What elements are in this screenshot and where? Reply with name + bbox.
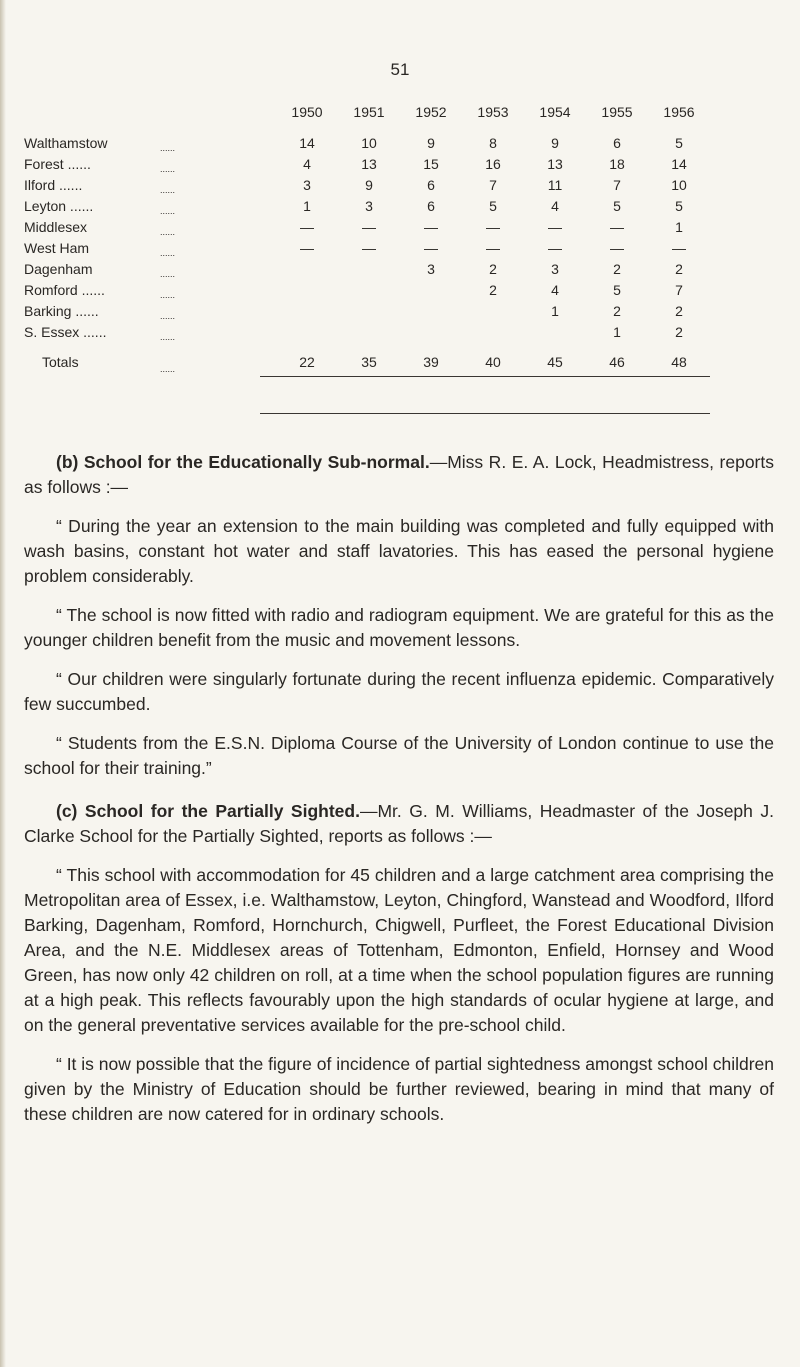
paragraph: “ The school is now fitted with radio and radiogram equipment. We are grateful for this as the younger children benefit from the music and movement lessons. [24,605,774,650]
leader-dots: ...... [160,206,176,216]
row-label: Barking ...... [24,302,99,319]
table-cell: 1 [551,302,559,319]
table-cell [524,321,586,342]
year-header: 1950 [291,104,323,120]
table-cell [338,321,400,342]
year-header: 1951 [353,104,385,120]
table-cell: — [424,218,438,235]
paragraph: “ Our children were singularly fortunate during the recent influenza epidemic. Comparatively few succumbed. [24,669,774,714]
leader-dots: ...... [160,143,176,153]
table-cell [276,279,338,300]
table-cell: 2 [489,281,497,298]
totals-cell: 35 [361,354,377,370]
table-cell: 4 [551,197,559,214]
table-cell [276,300,338,321]
table-cell: 4 [551,281,559,298]
scan-edge [0,0,6,1367]
totals-cell: 45 [547,354,563,370]
section-c-opening [24,799,774,849]
table-cell: — [610,218,624,235]
table-cell: 10 [361,134,377,151]
table-cell: — [300,218,314,235]
section-c-intro: —Mr. G. M. Williams, Headmaster of the Joseph J. Clarke School for the Partially Sighted, reports as follows :— [24,801,775,846]
table-cell: 3 [427,260,435,277]
table-cell [462,321,524,342]
page-number: 51 [390,60,410,79]
table-cell: 18 [609,155,625,172]
table-cell: 15 [423,155,439,172]
table-cell: 4 [303,155,311,172]
row-label: Walthamstow [24,134,108,151]
table-cell: — [362,218,376,235]
totals-cell: 40 [485,354,501,370]
table-cell: 6 [613,134,621,151]
table-cell: 2 [675,302,683,319]
table-cell: 1 [675,218,683,235]
table-row [24,237,710,258]
header-blank [24,104,160,132]
paragraph: “ It is now possible that the figure of incidence of partial sightedness amongst school children given by the Ministry of Education should be further reviewed, bearing in mind that many of these children are now catered for in ordinary schools. [24,1054,774,1124]
table-cell: 9 [365,176,373,193]
table-cell [338,258,400,279]
table-row [24,279,710,300]
table-cell: — [300,239,314,256]
table-cell: 14 [299,134,315,151]
year-header: 1956 [663,104,695,120]
row-label: S. Essex ...... [24,323,107,340]
totals-row [24,342,710,374]
paragraph: “ Students from the E.S.N. Diploma Course of the University of London continue to use the school for their training.” [24,733,774,778]
table-cell [462,300,524,321]
leader-dots: ...... [160,164,176,174]
row-label: Romford ...... [24,281,105,298]
year-header: 1955 [601,104,633,120]
totals-label: Totals [42,354,79,370]
table-cell [276,321,338,342]
table-cell: — [548,218,562,235]
table-cell: 5 [613,281,621,298]
table-row [24,174,710,195]
table-cell: 5 [675,134,683,151]
totals-cell: 48 [671,354,687,370]
section-c-heading: (c) School for the Partially Sighted. [56,801,360,821]
table-cell: 9 [551,134,559,151]
table-cell: — [610,239,624,256]
paragraph: “ This school with accommodation for 45 children and a large catchment area comprising the Metropolitan area of Essex, i.e. Walthamstow, Leyton, Chingford, Wanstead and Woodford, Ilford Barking, Dagenham, Romford, Hornchurch, Chigwell, Purfleet, the Forest Educational Division Area, and the N.E. Middlesex areas of Tottenham, Edmonton, Enfield, Hornsey and Wood Green, has now only 42 children on roll, at a time when the school population figures are running at a high peak. This reflects favourably upon the high standards of ocular hygiene at large, and on the general preventative services available for the pre-school child. [24,865,774,1035]
section-b-heading: (b) School for the Educationally Sub-normal. [56,452,430,472]
year-header: 1952 [415,104,447,120]
table-cell: 13 [547,155,563,172]
table-cell: 3 [365,197,373,214]
table-cell: — [362,239,376,256]
totals-top-rule [260,376,710,377]
table-cell [276,258,338,279]
section-b-intro: —Miss R. E. A. Lock, Headmistress, reports as follows :— [24,452,774,497]
table-cell: 11 [547,176,563,193]
leader-dots: ...... [160,311,176,321]
row-label: Forest ...... [24,155,91,172]
table-cell: 2 [613,302,621,319]
table-cell: 9 [427,134,435,151]
row-label: West Ham [24,239,90,256]
section-b-opening [24,450,774,500]
table-cell: — [486,239,500,256]
table-cell: 6 [427,176,435,193]
table-cell [400,321,462,342]
table-cell: 5 [613,197,621,214]
table-cell: 6 [427,197,435,214]
table-row [24,132,710,153]
table-cell: 10 [671,176,687,193]
table-cell [400,300,462,321]
header-blank [160,104,276,132]
paragraph: “ During the year an extension to the main building was completed and fully equipped with wash basins, constant hot water and staff lavatories. This has eased the personal hygiene problem considerably. [24,516,774,586]
leader-dots: ...... [160,332,176,342]
year-header: 1953 [477,104,509,120]
table-cell: 5 [675,197,683,214]
table-cell: 5 [489,197,497,214]
table-cell: 1 [303,197,311,214]
table-cell: — [486,218,500,235]
leader-dots: ...... [160,248,176,258]
table-cell [338,300,400,321]
table-cell: — [424,239,438,256]
section-b [24,450,774,1141]
table-cell: 13 [361,155,377,172]
leader-dots: ...... [160,269,176,279]
table-cell: 3 [303,176,311,193]
table-cell: 1 [613,323,621,340]
totals-cell: 22 [299,354,315,370]
year-header: 1954 [539,104,571,120]
table-cell: — [672,239,686,256]
table-cell: 2 [675,260,683,277]
table-cell: — [548,239,562,256]
row-label: Dagenham [24,260,93,277]
leader-dots: ...... [160,185,176,195]
table-cell: 16 [485,155,501,172]
table-row [24,300,710,321]
table-row [24,321,710,342]
statistics-table [24,104,710,374]
table-cell: 2 [675,323,683,340]
row-label: Middlesex [24,218,88,235]
table-row [24,195,710,216]
table-row [24,153,710,174]
table-cell: 14 [671,155,687,172]
table-header-row [24,104,710,132]
table-cell: 8 [489,134,497,151]
totals-cell: 46 [609,354,625,370]
table-row [24,216,710,237]
table-cell: 3 [551,260,559,277]
leader-dots: ...... [160,364,176,374]
totals-cell: 39 [423,354,439,370]
table-cell: 7 [613,176,621,193]
leader-dots: ...... [160,290,176,300]
table-cell [400,279,462,300]
table-cell [338,279,400,300]
table-cell: 7 [675,281,683,298]
row-label: Leyton ...... [24,197,94,214]
totals-bottom-rule [260,413,710,414]
table-row [24,258,710,279]
row-label: Ilford ...... [24,176,83,193]
leader-dots: ...... [160,227,176,237]
table-cell: 2 [489,260,497,277]
table-cell: 2 [613,260,621,277]
table-cell: 7 [489,176,497,193]
